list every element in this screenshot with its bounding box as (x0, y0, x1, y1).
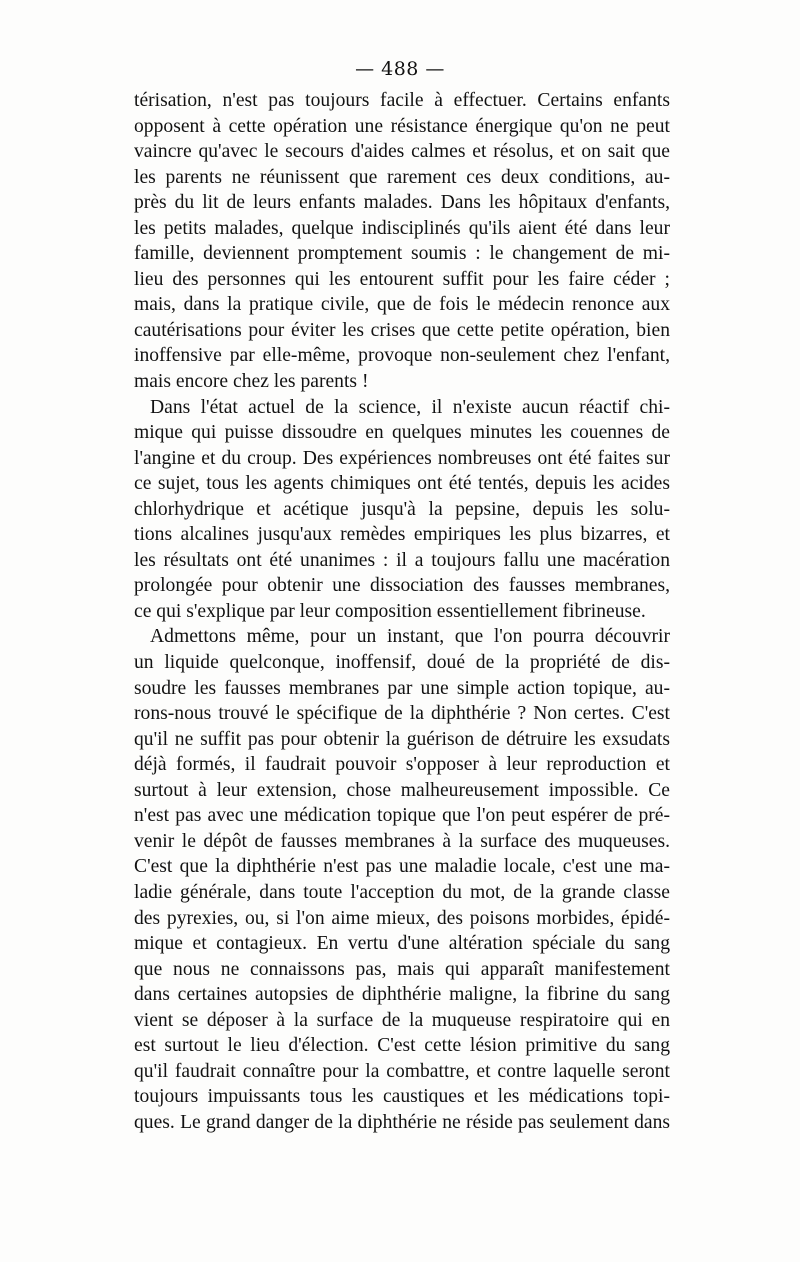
text-line: toujours impuissants tous les caustiques et les médications topi- (134, 1086, 670, 1108)
text-line: qu'il ne suffit pas pour obtenir la guérison de détruire les exsudats (134, 728, 670, 750)
text-line: dans certaines autopsies de diphthérie maligne, la fibrine du sang (134, 984, 670, 1006)
text-line: n'est pas avec une médication topique que l'on peut espérer de pré- (134, 805, 670, 827)
text-line: ladie générale, dans toute l'acception du mot, de la grande classe (134, 881, 670, 903)
text-line: les résultats ont été unanimes : il a toujours fallu une macération (134, 549, 670, 571)
text-line: tions alcalines jusqu'aux remèdes empiriques les plus bizarres, et (134, 524, 670, 546)
text-line: ques. Le grand danger de la diphthérie ne réside pas seulement dans (134, 1111, 670, 1133)
text-line: vient se déposer à la surface de la muqueuse respiratoire qui en (134, 1009, 670, 1031)
text-line: ce qui s'explique par leur composition essentiellement fibrineuse. (134, 600, 646, 622)
text-line: des pyrexies, ou, si l'on aime mieux, des poisons morbides, épidé- (134, 907, 670, 929)
text-line: mique et contagieux. En vertu d'une altération spéciale du sang (134, 933, 670, 955)
text-line: chlorhydrique et acétique jusqu'à la pepsine, depuis les solu- (134, 498, 670, 520)
text-line: surtout à leur extension, chose malheureusement impossible. Ce (134, 779, 670, 801)
text-line: vaincre qu'avec le secours d'aides calmes et résolus, et on sait que (134, 141, 670, 163)
text-line: que nous ne connaissons pas, mais qui apparaît manifestement (134, 958, 670, 980)
text-line: un liquide quelconque, inoffensif, doué de la propriété de dis- (134, 652, 670, 674)
text-line: Admettons même, pour un instant, que l'on pourra découvrir (150, 626, 670, 648)
text-line: ce sujet, tous les agents chimiques ont été tentés, depuis les acides (134, 473, 670, 495)
text-line: qu'il faudrait connaître pour la combattre, et contre laquelle seront (134, 1060, 670, 1082)
text-line: opposent à cette opération une résistance énergique qu'on ne peut (134, 115, 670, 137)
text-line: mais, dans la pratique civile, que de fois le médecin renonce aux (134, 294, 670, 316)
body-text (134, 88, 670, 1135)
page-number: — 488 — (355, 58, 445, 80)
text-line: Dans l'état actuel de la science, il n'existe aucun réactif chi- (150, 396, 670, 418)
text-line: près du lit de leurs enfants malades. Dans les hôpitaux d'enfants, (134, 192, 670, 214)
text-line: mique qui puisse dissoudre en quelques minutes les couennes de (134, 422, 670, 444)
text-line: cautérisations pour éviter les crises que cette petite opération, bien (134, 319, 670, 341)
text-line: est surtout le lieu d'élection. C'est cette lésion primitive du sang (134, 1035, 670, 1057)
text-line: soudre les fausses membranes par une simple action topique, au- (134, 677, 670, 699)
text-line: les parents ne réunissent que rarement ces deux conditions, au- (134, 166, 670, 188)
text-line: rons-nous trouvé le spécifique de la diphthérie ? Non certes. C'est (134, 703, 670, 725)
text-line: les petits malades, quelque indisciplinés qu'ils aient été dans leur (134, 217, 670, 239)
text-line: déjà formés, il faudrait pouvoir s'opposer à leur reproduction et (134, 754, 670, 776)
text-line: térisation, n'est pas toujours facile à effectuer. Certains enfants (134, 90, 670, 111)
text-line: l'angine et du croup. Des expériences nombreuses ont été faites sur (134, 447, 670, 469)
text-line: venir le dépôt de fausses membranes à la surface des muqueuses. (134, 830, 670, 852)
text-line: lieu des personnes qui les entourent suffit pour les faire céder ; (134, 268, 670, 290)
text-line: inoffensive par elle-même, provoque non-seulement chez l'enfant, (134, 345, 670, 367)
text-line: famille, deviennent promptement soumis : le changement de mi- (134, 243, 670, 265)
text-line: C'est que la diphthérie n'est pas une maladie locale, c'est une ma- (134, 856, 670, 878)
text-line: mais encore chez les parents ! (134, 371, 369, 393)
text-line: prolongée pour obtenir une dissociation des fausses membranes, (134, 575, 670, 597)
